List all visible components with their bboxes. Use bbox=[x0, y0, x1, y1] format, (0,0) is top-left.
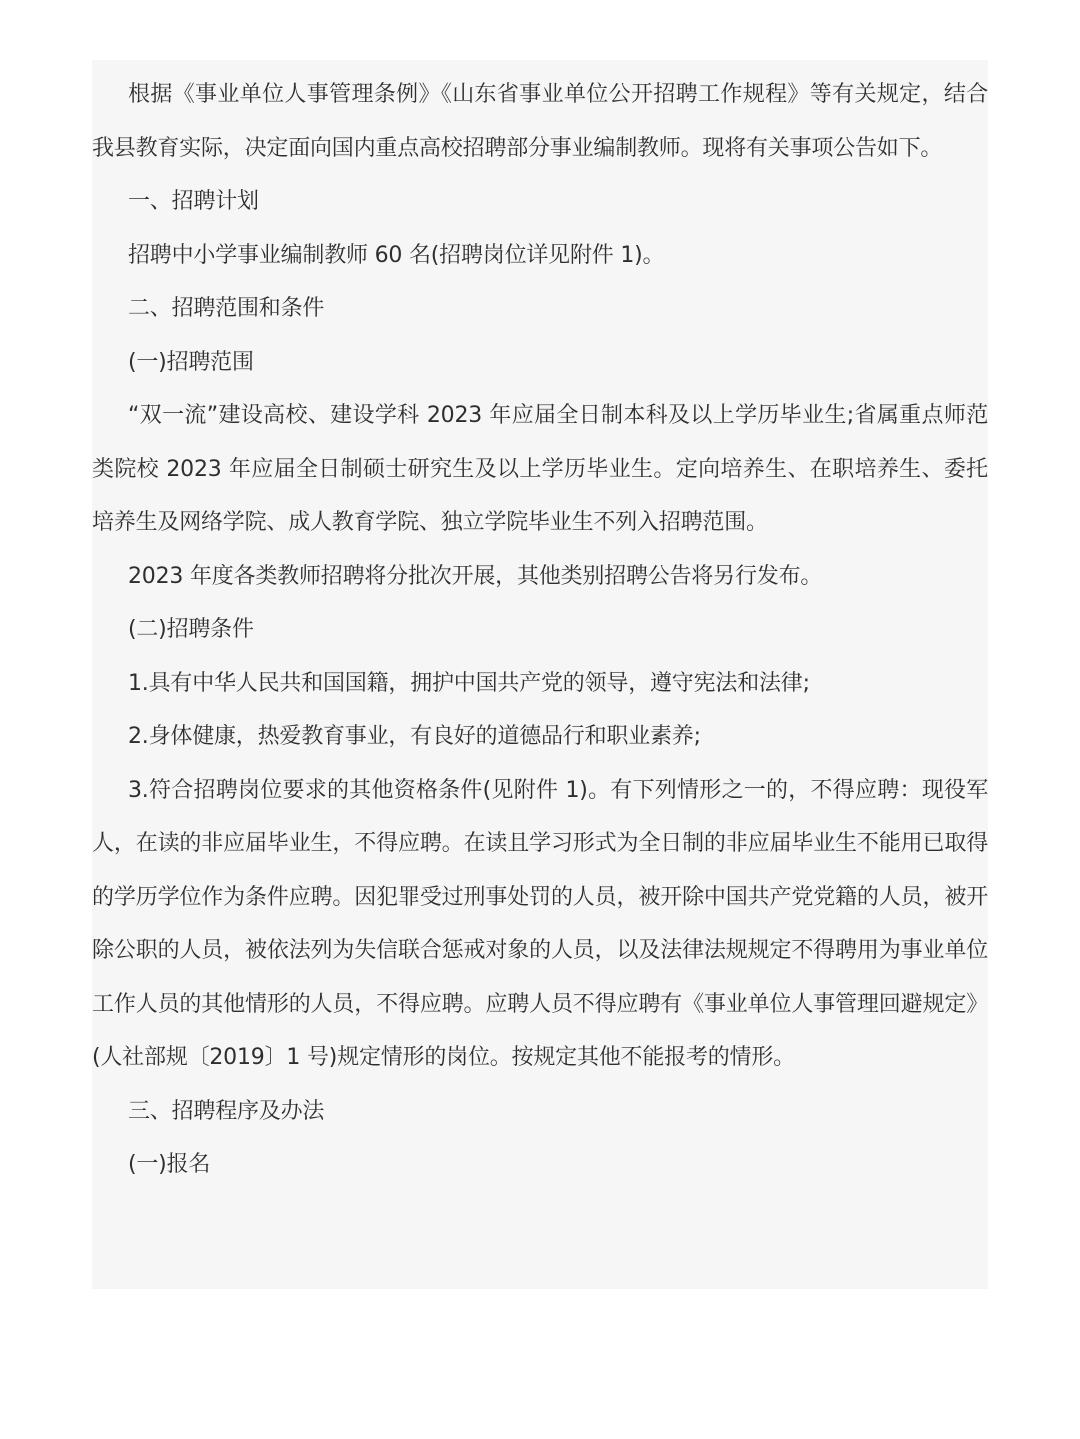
condition-item-1: 1.具有中华人民共和国国籍，拥护中国共产党的领导，遵守宪法和法律; bbox=[128, 670, 810, 696]
paragraph-intro: 根据《事业单位人事管理条例》《山东省事业单位公开招聘工作规程》等有关规定，结合我县教育实际，决定面向国内重点高校招聘部分事业编制教师。现将有关事项公告如下。 bbox=[92, 82, 988, 161]
section-heading-recruitment-plan: 一、招聘计划 bbox=[128, 189, 259, 214]
section-heading-scope-conditions: 二、招聘范围和条件 bbox=[128, 296, 325, 321]
section-heading-procedure: 三、招聘程序及办法 bbox=[128, 1098, 325, 1124]
subsection-heading-scope: (一)招聘范围 bbox=[128, 349, 254, 375]
subsection-heading-registration: (一)报名 bbox=[128, 1152, 211, 1177]
condition-item-3: 3.符合招聘岗位要求的其他资格条件(见附件 1)。有下列情形之一的，不得应聘：现役军人，在读的非应届毕业生，不得应聘。在读且学习形式为全日制的非应届毕业生不能用已取得的学历学位作为条件应聘。因犯罪受过刑事处罚的人员，被开除中国共产党党籍的人员，被开除公职的人员，被依法列为失信联合惩戒对象的人员，以及法律法规规定不得聘用为事业单位工作人员的其他情形的人员，不得应聘。应聘人员不得应聘有《事业单位人事管理回避规定》(人社部规〔2019〕1 号)规定情形的岗位。按规定其他不能报考的情形。 bbox=[92, 777, 988, 1070]
document-body bbox=[92, 60, 988, 1289]
condition-item-2: 2.身体健康，热爱教育事业，有良好的道德品行和职业素养; bbox=[128, 724, 701, 749]
paragraph-batches: 2023 年度各类教师招聘将分批次开展，其他类别招聘公告将另行发布。 bbox=[128, 563, 823, 589]
paragraph-recruitment-plan: 招聘中小学事业编制教师 60 名(招聘岗位详见附件 1)。 bbox=[128, 242, 665, 268]
subsection-heading-conditions: (二)招聘条件 bbox=[128, 617, 254, 642]
paragraph-scope: “双一流”建设高校、建设学科 2023 年应届全日制本科及以上学历毕业生;省属重点师范类院校 2023 年应届全日制硕士研究生及以上学历毕业生。定向培养生、在职培养生、委托培养生及网络学院、成人教育学院、独立学院毕业生不列入招聘范围。 bbox=[92, 403, 988, 535]
